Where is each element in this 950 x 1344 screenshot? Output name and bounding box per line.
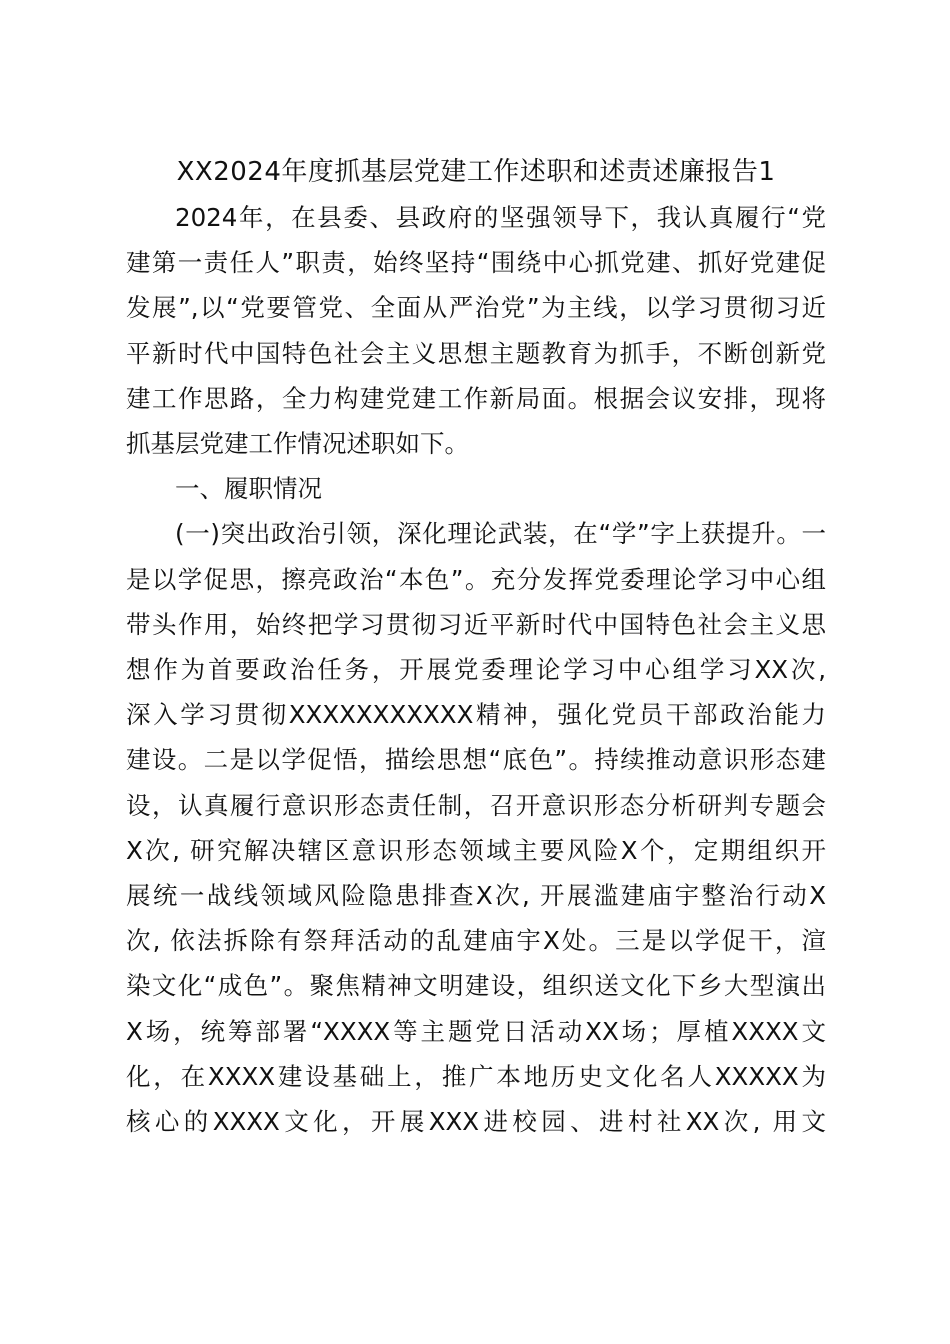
- text-line: 染文化“成色”。聚焦精神文明建设，组织送文化下乡大型演出: [126, 971, 826, 1001]
- text-line: X场，统筹部署“XXXX等主题党日活动XX场；厚植XXXX文: [126, 1016, 826, 1046]
- text-line: 深入学习贯彻XXXXXXXXXXX精神，强化党员干部政治能力: [126, 700, 826, 730]
- text-line: 展统一战线领域风险隐患排查X次, 开展滥建庙宇整治行动X: [126, 881, 826, 911]
- text-line: X次, 研究解决辖区意识形态领域主要风险X个，定期组织开: [126, 835, 826, 865]
- text-line: 次, 依法拆除有祭拜活动的乱建庙宇X处。三是以学促干，渲: [126, 926, 826, 956]
- text-line: 化，在XXXX建设基础上，推广本地历史文化名人XXXXX为: [126, 1061, 826, 1091]
- text-line: 建设。二是以学促悟，描绘思想“底色”。持续推动意识形态建: [126, 745, 826, 775]
- text-line: 抓基层党建工作情况述职如下。: [126, 429, 469, 459]
- text-line: 想作为首要政治任务，开展党委理论学习中心组学习XX次,: [126, 655, 826, 685]
- document-title: XX2024年度抓基层党建工作述职和述责述廉报告1: [176, 157, 776, 187]
- text-line: 是以学促思，擦亮政治“本色”。充分发挥党委理论学习中心组: [126, 564, 826, 594]
- text-line: 建第一责任人”职责，始终坚持“围绕中心抓党建、抓好党建促: [126, 248, 826, 278]
- text-line: 建工作思路，全力构建党建工作新局面。根据会议安排，现将: [126, 383, 826, 413]
- text-line: 设，认真履行意识形态责任制，召开意识形态分析研判专题会: [126, 790, 826, 820]
- section-heading: 一、履职情况: [175, 474, 322, 504]
- text-line: 2024年，在县委、县政府的坚强领导下，我认真履行“党: [175, 203, 826, 232]
- body-paragraph: [126, 511, 826, 1144]
- text-line: 核心的XXXX文化，开展XXX进校园、进村社XX次, 用文: [126, 1107, 826, 1137]
- text-line: (一)突出政治引领，深化理论武装，在“学”字上获提升。一: [175, 519, 826, 549]
- intro-paragraph: [126, 195, 826, 466]
- document-page: [126, 150, 826, 1144]
- text-line: 带头作用，始终把学习贯彻习近平新时代中国特色社会主义思: [126, 609, 826, 639]
- text-line: 发展”,以“党要管党、全面从严治党”为主线，以学习贯彻习近: [126, 293, 826, 323]
- text-line: 平新时代中国特色社会主义思想主题教育为抓手，不断创新党: [126, 338, 826, 368]
